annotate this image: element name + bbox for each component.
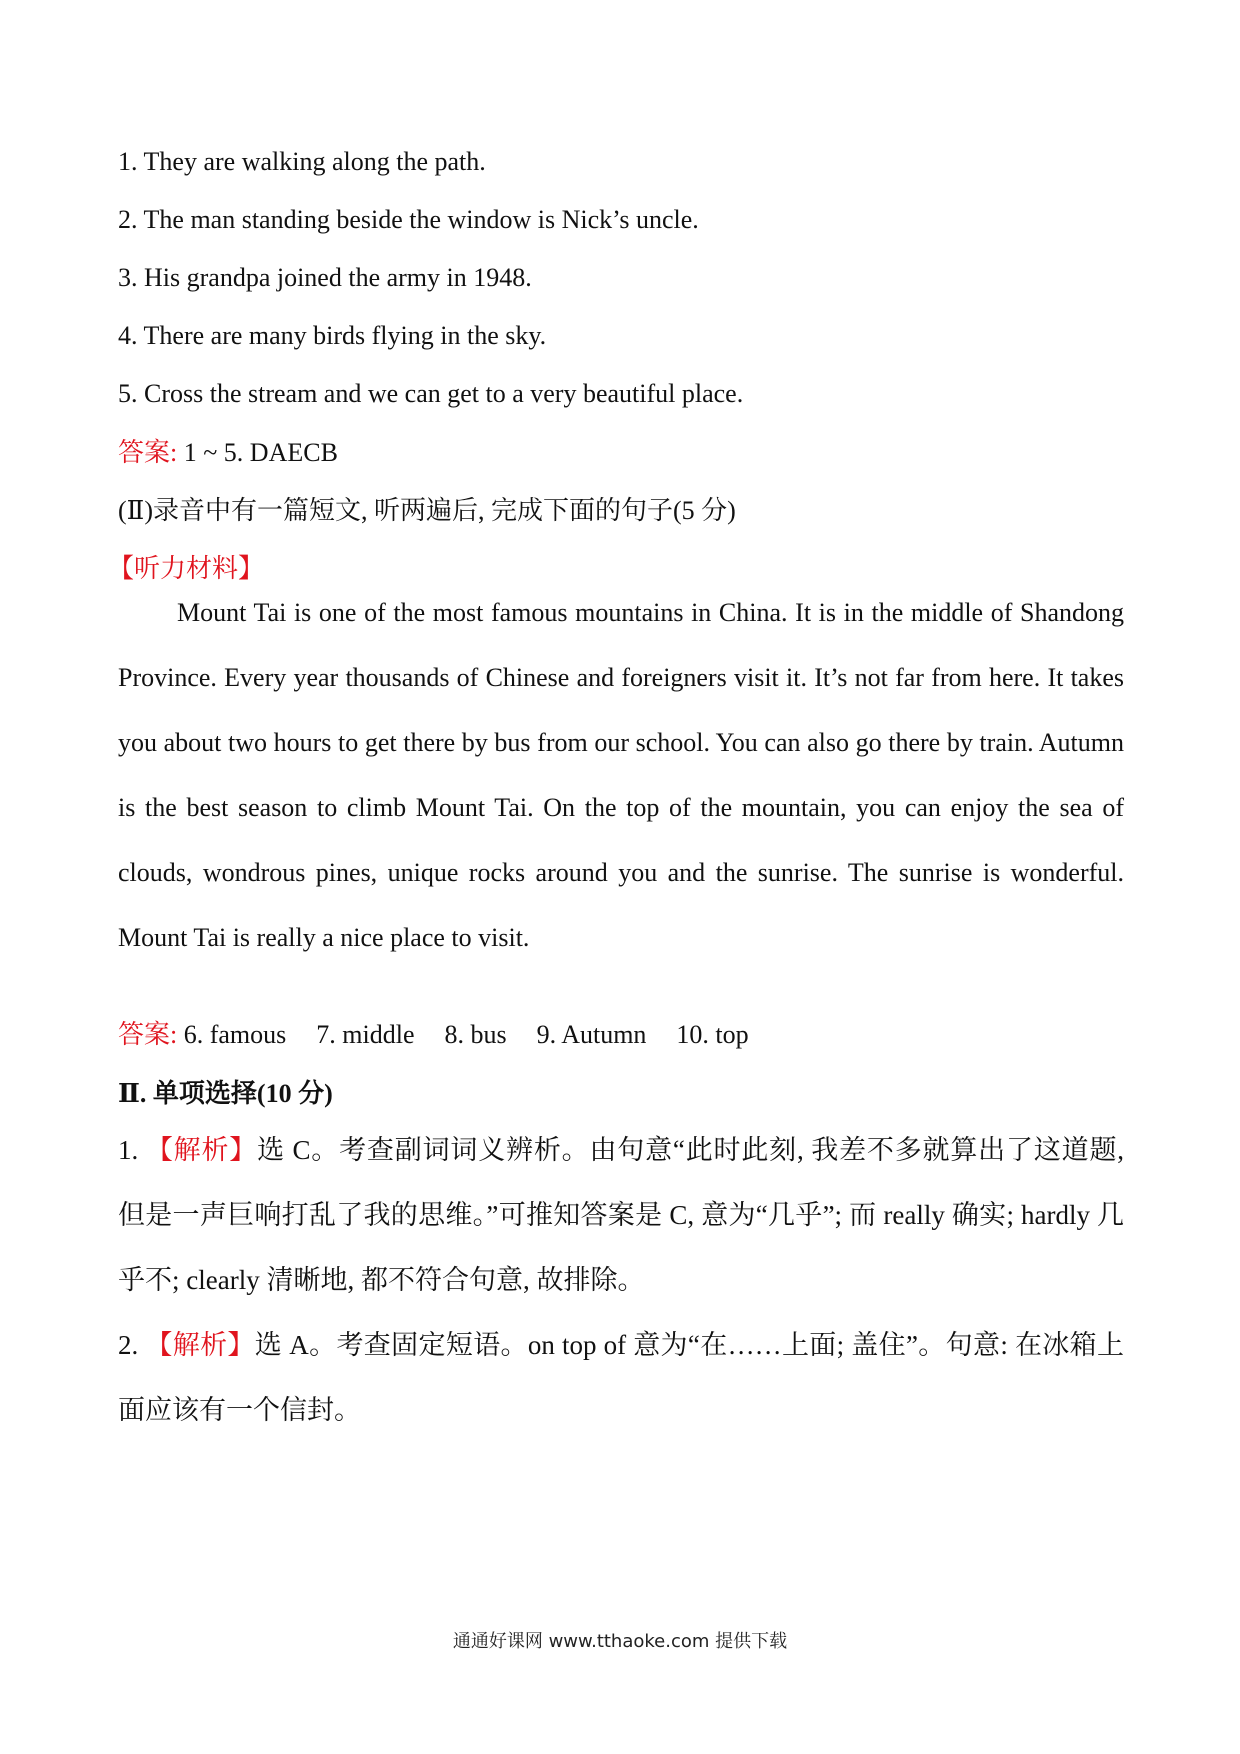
analysis-number: 2. — [118, 1330, 146, 1360]
listening-passage: Mount Tai is one of the most famous mountains in China. It is in the middle of Shandong Province. Every year thousands of Chinese and foreigners visit it. It’s not far from here. It takes you about two hours to get there by bus from our school. You can also go there by train. Autumn is the best season to climb Mount Tai. On the top of the mountain, you can enjoy the sea of clouds, wondrous pines, unique rocks around you and the sunrise. The sunrise is wonderful. Mount Tai is really a nice place to visit. — [118, 598, 1124, 952]
answer-text: 1 ~ 5. DAECB — [177, 438, 338, 467]
listening-sentence-5: 5. Cross the stream and we can get to a very beautiful place. — [118, 379, 744, 408]
answer-item: 7. middle — [316, 1020, 415, 1049]
listening-material-label: 【听力材料】 — [108, 554, 265, 583]
answer-label: 答案: — [118, 1020, 178, 1049]
analysis-tag: 【解析】 — [145, 1135, 258, 1165]
answer-item: 10. top — [676, 1020, 749, 1049]
listening-sentence-1: 1. They are walking along the path. — [118, 147, 486, 176]
listening-sentence-3: 3. His grandpa joined the army in 1948. — [118, 263, 532, 292]
analysis-item-1 — [118, 1118, 1124, 1313]
part-2-heading: Ⅱ. 单项选择(10 分) — [118, 1079, 333, 1108]
analysis-text: 选 C。考查副词词义辨析。由句意“此时此刻, 我差不多就算出了这道题, 但是一声巨响打乱了我的思维。”可推知答案是 C, 意为“几乎”; 而 really 确实; hardly 几乎不; clearly 清晰地, 都不符合句意, 故排除。 — [118, 1135, 1125, 1295]
answer-item: 6. famous — [183, 1020, 287, 1049]
analysis-tag: 【解析】 — [145, 1330, 255, 1360]
listening-sentence-4: 4. There are many birds flying in the sky. — [118, 321, 547, 350]
answer-label: 答案: — [118, 438, 178, 467]
answer-line-1 — [118, 436, 338, 470]
page-footer: 通通好课网 www.tthaoke.com 提供下载 — [452, 1631, 788, 1652]
answer-item: 9. Autumn — [536, 1020, 647, 1049]
listening-sentence-2: 2. The man standing beside the window is Nick’s uncle. — [118, 205, 699, 234]
answer-item: 8. bus — [444, 1020, 507, 1049]
section-2-heading: (Ⅱ)录音中有一篇短文, 听两遍后, 完成下面的句子(5 分) — [118, 496, 736, 525]
analysis-number: 1. — [118, 1135, 146, 1165]
answer-line-2 — [118, 1018, 749, 1052]
analysis-text: 选 A。考查固定短语。on top of 意为“在……上面; 盖住”。句意: 在冰箱上面应该有一个信封。 — [118, 1330, 1125, 1425]
analysis-item-2 — [118, 1313, 1124, 1443]
